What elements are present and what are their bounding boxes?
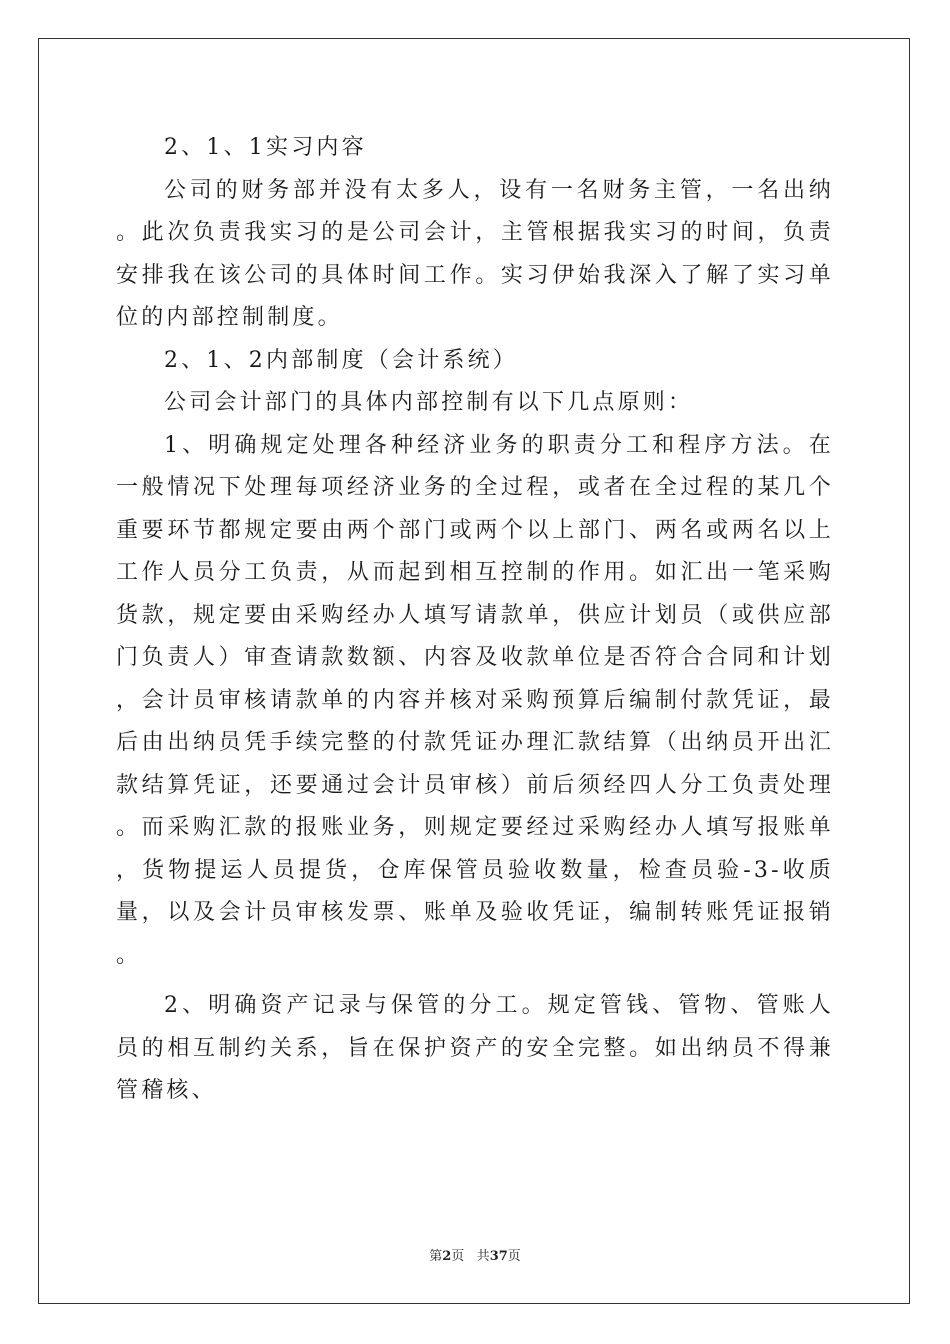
paragraph-gap [116, 977, 834, 985]
total-prefix: 共 [476, 1249, 490, 1264]
total-suffix: 页 [507, 1249, 521, 1264]
paragraph-principles-intro: 公司会计部门的具体内部控制有以下几点原则： [164, 390, 694, 415]
page-number: 2 [442, 1249, 452, 1264]
section-heading-2-1-2: 2、1、2内部制度（会计系统） [164, 347, 518, 373]
section-heading-2-1-1: 2、1、1实习内容 [164, 135, 367, 160]
paragraph-principle-2: 2、明确资产记录与保管的分工。规定管钱、管物、管账人员的相互制约关系，旨在保护资产的安全完整。如出纳员不得兼管稽核、 [116, 993, 834, 1103]
page-suffix: 页 [451, 1249, 465, 1264]
page-footer [0, 1245, 950, 1264]
total-pages: 37 [489, 1249, 508, 1264]
paragraph-finance-department: 公司的财务部并没有太多人，设有一名财务主管，一名出纳。此次负责我实习的是公司会计，主管根据我实习的时间，负责安排我在该公司的具体时间工作。实习伊始我深入了解了实习单位的内部控制制度。 [116, 177, 834, 330]
paragraph-principle-1: 1、明确规定处理各种经济业务的职责分工和程序方法。在一般情况下处理每项经济业务的全过程，或者在全过程的某几个重要环节都规定要由两个部门或两个以上部门、两名或两名以上工作人员分工负责，从而起到相互控制的作用。如汇出一笔采购货款，规定要由采购经办人填写请款单，供应计划员（或供应部门负责人）审查请款数额、内容及收款单位是否符合合同和计划，会计员审核请款单的内容并核对采购预算后编制付款凭证，最后由出纳员凭手续完整的付款凭证办理汇款结算（出纳员开出汇款结算凭证，还要通过会计员审核）前后须经四人分工负责处理。而采购汇款的报账业务，则规定要经过采购经办人填写报账单，货物提运人员提货，仓库保管员验收数量，检查员验-3-收质量，以及会计员审核发票、账单及验收凭证，编制转账凭证报销。 [116, 432, 834, 968]
page-prefix: 第 [429, 1249, 443, 1264]
document-body [116, 127, 834, 1113]
